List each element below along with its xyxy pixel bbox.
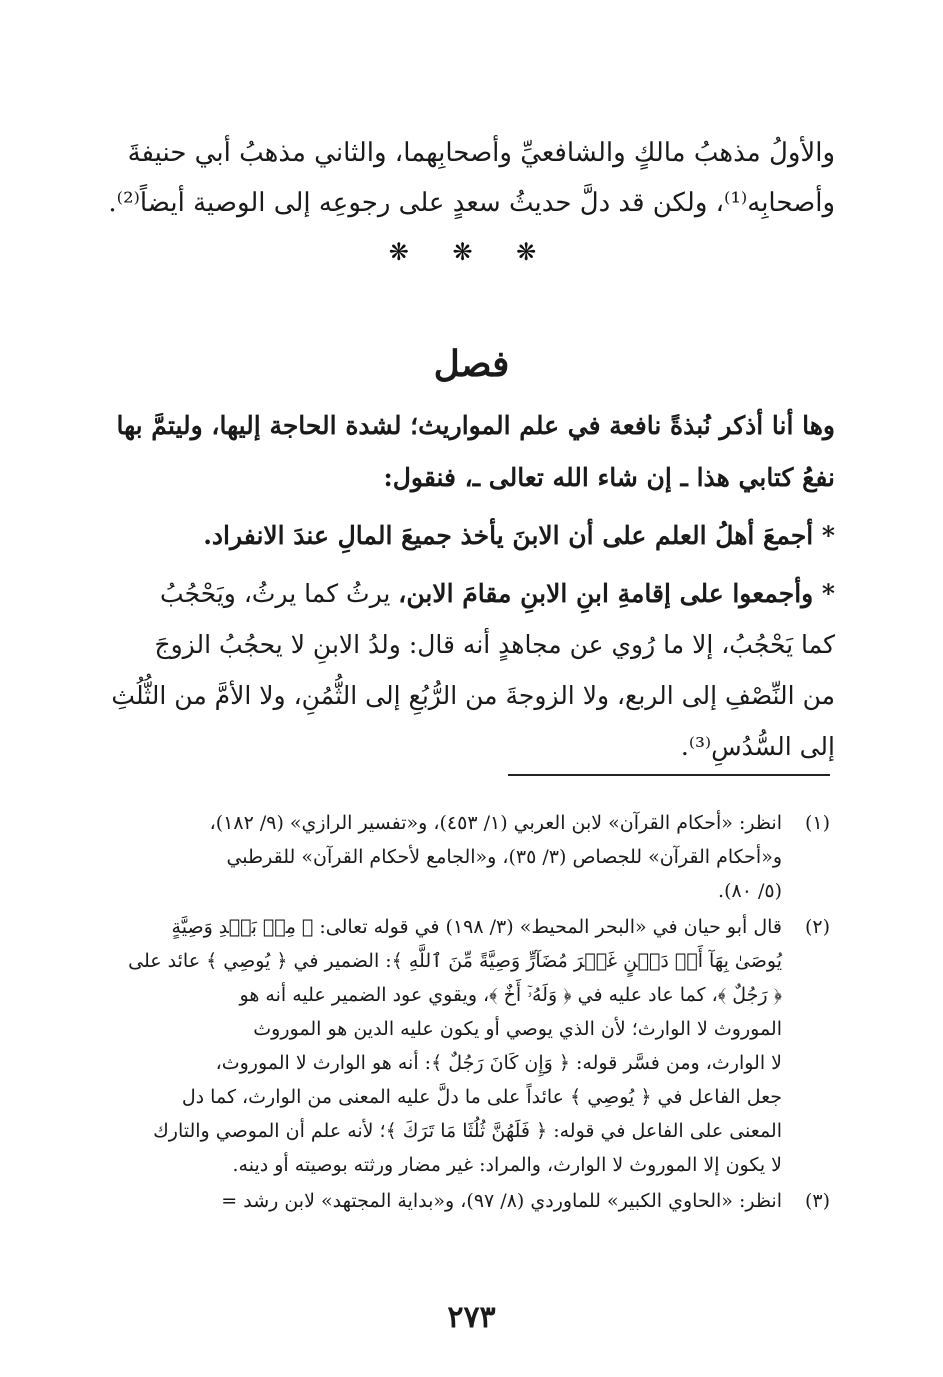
consensus-2-first-line: [110, 568, 835, 619]
footnote-line: انظر: «أحكام القرآن» لابن العربي (١/ ٤٥٣)، و«تفسير الرازي» (٩/ ١٨٢)،: [209, 812, 782, 834]
footnote-line: الموروث لا الوارث؛ لأن الذي يوصي أو يكون عليه الدين هو الموروث: [253, 1018, 782, 1040]
section-intro: [110, 400, 835, 562]
section-title: فصل: [433, 343, 510, 385]
footnote-line: (٥/ ٨٠).: [718, 880, 782, 902]
footnote-line: قال أبو حيان في «البحر المحيط» (٣/ ١٩٨) في قوله تعالى: ﴿ مِنۢ بَعۡدِ وَصِيَّةٍ: [171, 916, 782, 938]
consensus-2-line: إلى السُّدُسِ⁽³⁾.: [680, 732, 835, 761]
section-separator: ❋ ❋ ❋: [388, 238, 555, 266]
consensus-statement-1: * أجمعَ أهلُ العلم على أن الابنَ يأخذ جميعَ المالِ عندَ الانفراد.: [203, 521, 835, 550]
footnote-line: ﴿ رَجُلٌ ﴾، كما عاد عليه في ﴿ وَلَهُۥٓ أَخٌ ﴾، ويقوي عود الضمير عليه أنه هو: [239, 984, 782, 1006]
footnote-line: لا الوارث، ومن فسَّر قوله: ﴿ وَإِن كَانَ رَجُلٌ ﴾: أنه هو الوارث لا الموروث،: [215, 1052, 782, 1074]
consensus-2-line: من النِّصْفِ إلى الربع، ولا الزوجةَ من الرُّبُعِ إلى الثُّمُنِ، ولا الأمَّ من الثُّلُثِ: [111, 681, 835, 710]
footnote-1: [110, 806, 830, 908]
intro-line: وأصحابِه⁽¹⁾، ولكن قد دلَّ حديثُ سعدٍ على رجوعِه إلى الوصية أيضاً⁽²⁾.: [108, 188, 835, 218]
footnote-separator: [508, 774, 830, 776]
page-number: ٢٧٣: [447, 1300, 496, 1335]
intro-line: والأولُ مذهبُ مالكٍ والشافعيِّ وأصحابِهما، والثاني مذهبُ أبي حنيفةَ: [127, 138, 835, 168]
footnote-line: و«أحكام القرآن» للجصاص (٣/ ٣٥)، و«الجامع لأحكام القرآن» للقرطبي: [226, 846, 782, 868]
footnote-line: جعل الفاعل في ﴿ يُوصِي ﴾ عائداً على ما دلَّ عليه المعنى من الوارث، كما دل: [181, 1086, 782, 1108]
consensus-2-line: كما يَحْجُبُ، إلا ما رُوي عن مجاهدٍ أنه قال: ولدُ الابنِ لا يحجُبُ الزوجَ: [154, 630, 835, 659]
footnote-line: المعنى على الفاعل في قوله: ﴿ فَلَهُنَّ ثُلُثَا مَا تَرَكَ ﴾؛ لأنه علم أن الموصي والتارك: [153, 1120, 782, 1142]
consensus-statement-2: [110, 568, 835, 772]
footnote-number: (٣): [804, 1190, 830, 1212]
footnote-line: يُوصَىٰ بِهَآ أَوۡ دَيۡنٍ غَيۡرَ مُضَآرٍّ وَصِيَّةً مِّنَ ٱللَّهِ ﴾: الضمير في ﴿ يُوصِي ﴾ عائد على: [128, 950, 782, 972]
footnote-number: (٢): [804, 916, 830, 938]
footnote-2: [110, 910, 830, 1182]
footnotes: [110, 806, 830, 1220]
section-intro-line: نفعُ كتابي هذا ـ إن شاء الله تعالى ـ، فنقول:: [383, 463, 835, 492]
footnote-line: لا يكون إلا الموروث لا الوارث، والمراد: غير مضار ورثته بوصيته أو دينه.: [232, 1154, 782, 1176]
intro-paragraph: [110, 128, 835, 228]
consensus-2-bold: * وأجمعوا على إقامةِ ابنِ الابنِ مقامَ الابن،: [398, 579, 835, 608]
section-intro-line: وها أنا أذكر نُبذةً نافعة في علم المواريث؛ لشدة الحاجة إليها، وليتمَّ بها: [116, 411, 835, 440]
footnote-3: [110, 1184, 830, 1218]
footnote-number: (١): [804, 812, 830, 834]
consensus-2-rest: يرثُ كما يرثُ، ويَحْجُبُ: [160, 579, 399, 608]
footnote-line: انظر: «الحاوي الكبير» للماوردي (٨/ ٩٧)، و«بداية المجتهد» لابن رشد =: [221, 1190, 782, 1212]
